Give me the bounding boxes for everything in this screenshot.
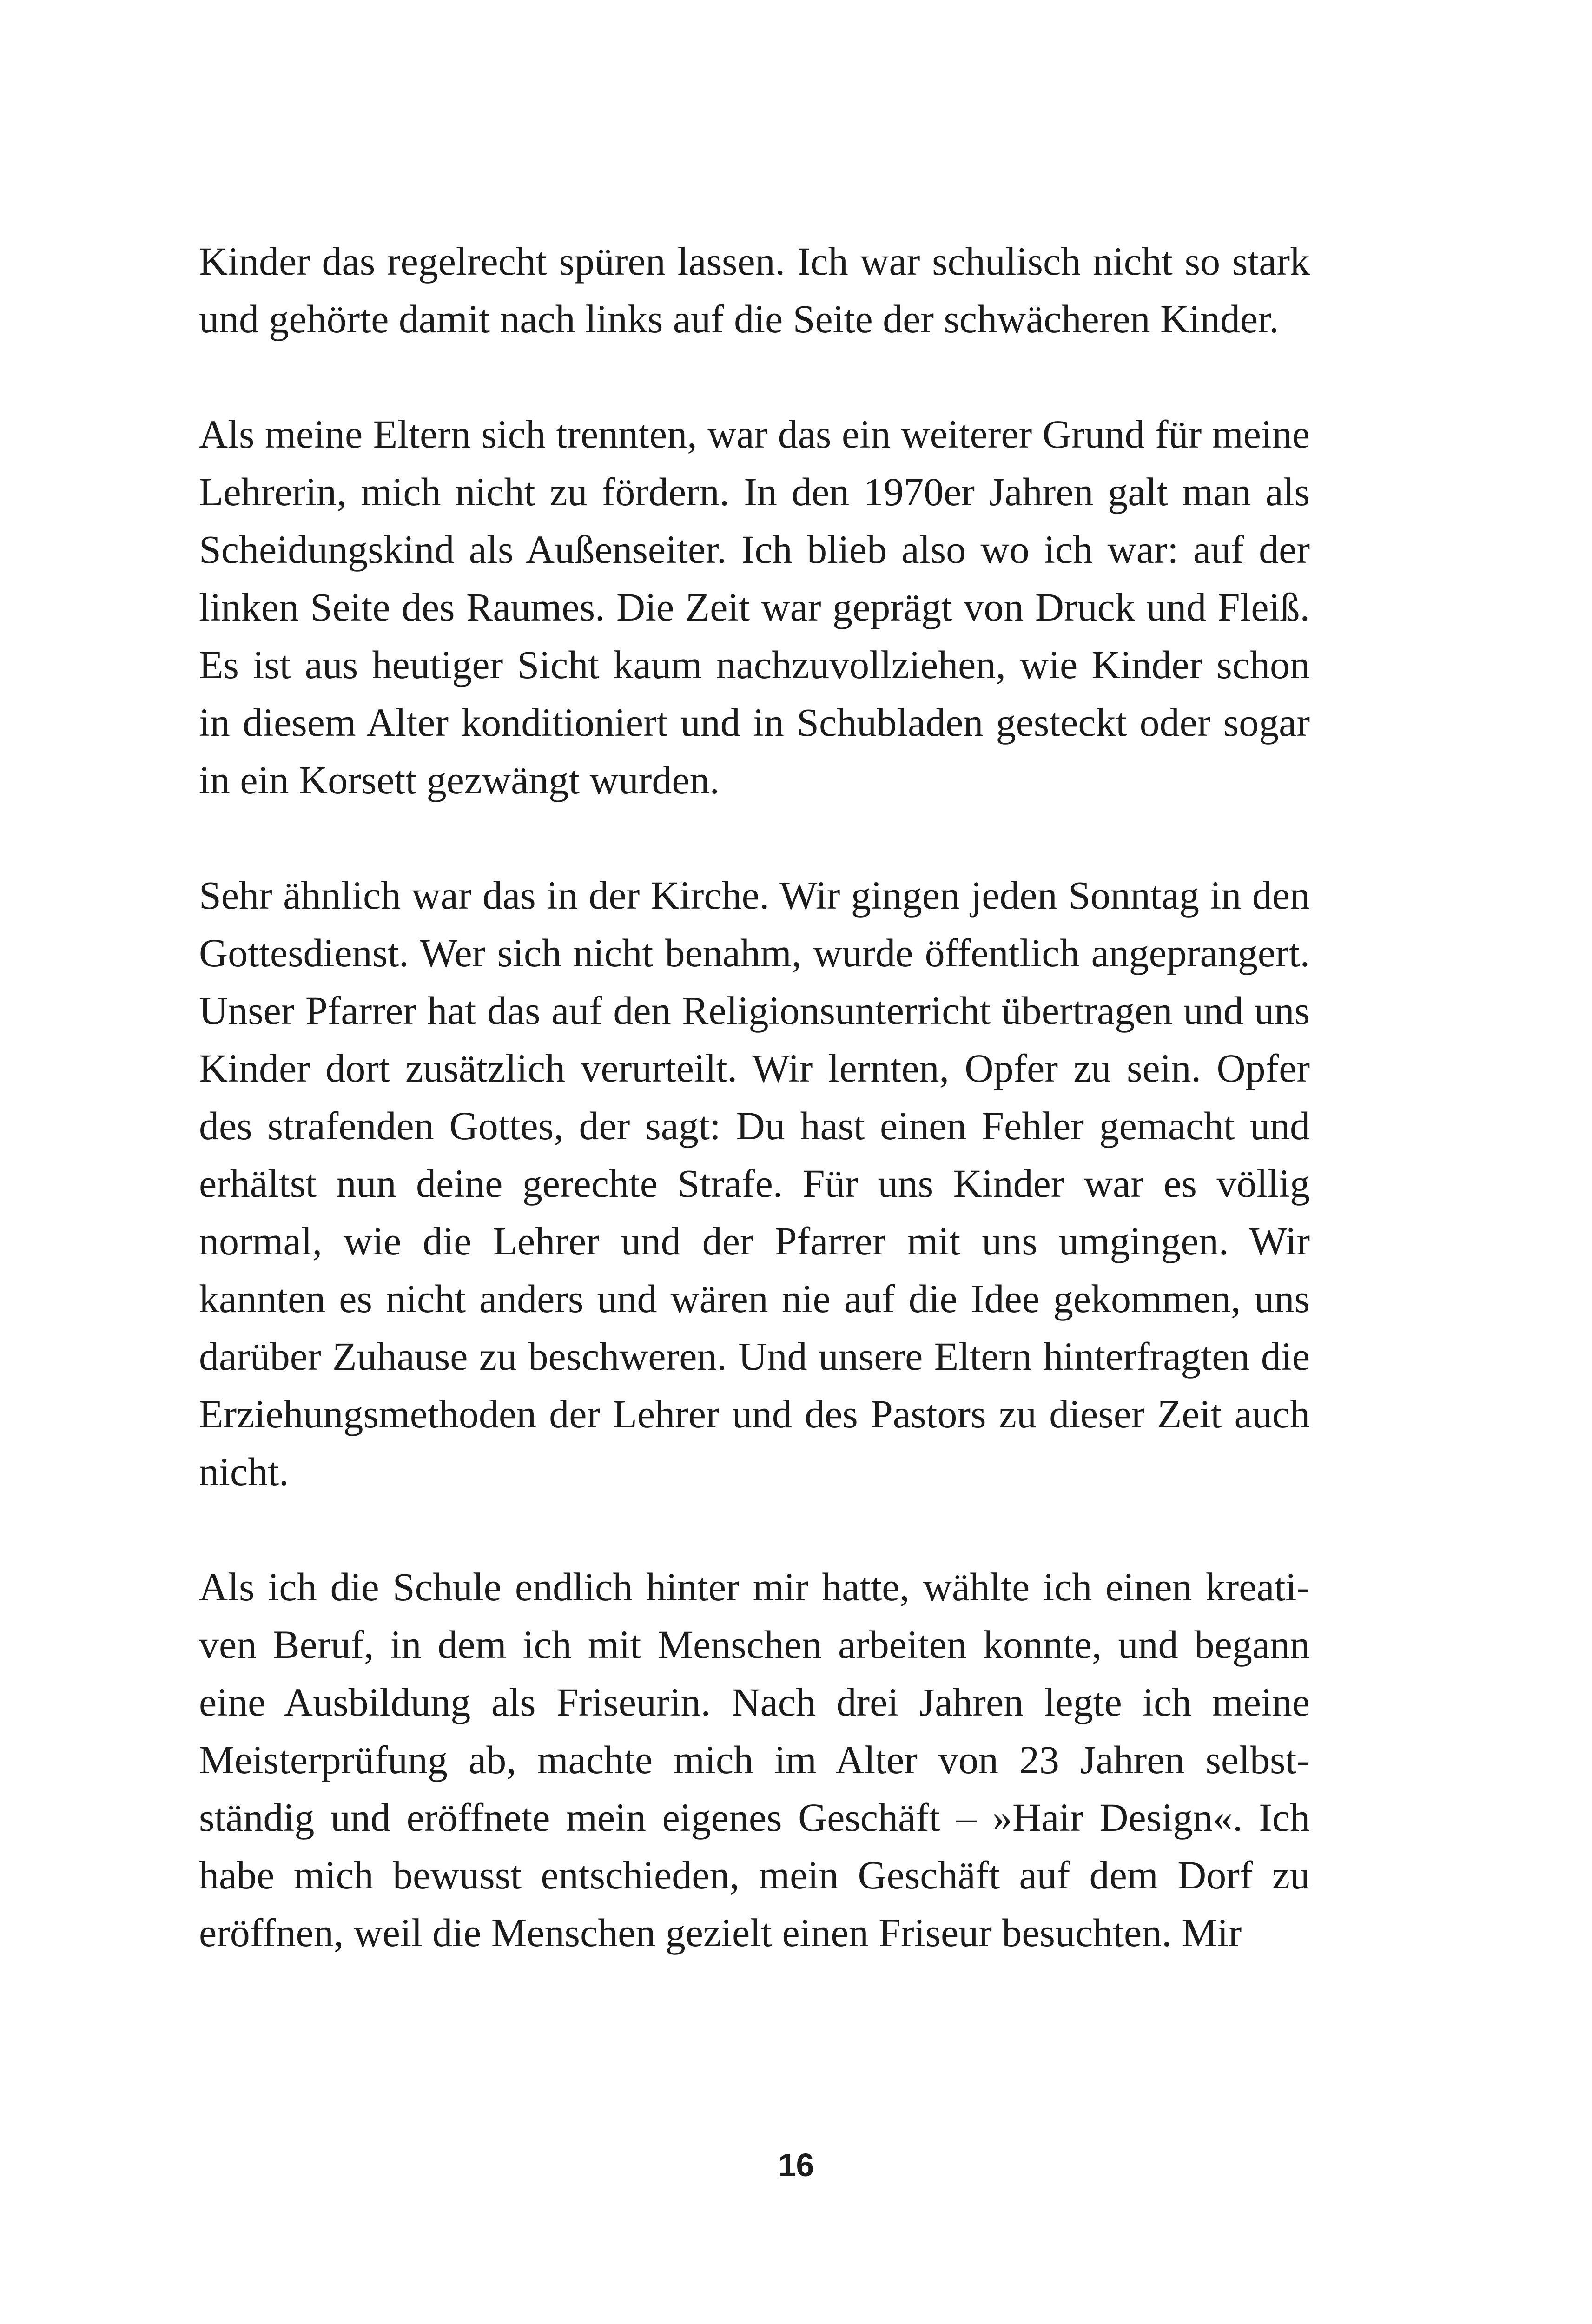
paragraph-2: Als meine Eltern sich trennten, war das ein weiterer Grund für meine Lehrerin, mich nicht zu fördern. In den 1970er Jahren galt man als Scheidungskind als Außenseiter. Ich blieb also wo ich war: auf der linken Seite des Raumes. Die Zeit war geprägt von Druck und Fleiß. Es ist aus heutiger Sicht kaum nachzuvollziehen, wie Kinder schon in diesem Alter konditioniert und in Schubladen gesteckt oder sogar in ein Korsett gezwängt wurden. (199, 412, 1310, 802)
paragraph-1: Kinder das regelrecht spüren lassen. Ich war schulisch nicht so stark und gehörte damit nach links auf die Seite der schwächeren Kinder. (199, 239, 1310, 341)
paragraph-4: Als ich die Schule endlich hinter mir hatte, wählte ich einen kreativen Beruf, in dem ich mit Menschen arbeiten konnte, und begann eine Ausbildung als Friseurin. Nach drei Jahren legte ich meine Meisterprüfung ab, machte mich im Alter von 23 Jahren selbstständig und eröffnete mein eigenes Geschäft – »Hair Design«. Ich habe mich bewusst entschieden, mein Geschäft auf dem Dorf zu eröffnen, weil die Menschen gezielt einen Friseur besuchten. Mir (199, 1565, 1310, 1955)
paragraph-3: Sehr ähnlich war das in der Kirche. Wir gingen jeden Sonntag in den Gottesdienst. Wer sich nicht benahm, wurde öffentlich angeprangert. Unser Pfarrer hat das auf den Religionsunterricht übertragen und uns Kinder dort zusätzlich verurteilt. Wir lernten, Opfer zu sein. Opfer des strafenden Gottes, der sagt: Du hast einen Fehler gemacht und erhältst nun deine gerechte Strafe. Für uns Kinder war es völlig normal, wie die Lehrer und der Pfarrer mit uns umgingen. Wir kannten es nicht anders und wären nie auf die Idee gekommen, uns darüber Zuhause zu beschweren. Und unsere Eltern hinterfragten die Erziehungsmethoden der Lehrer und des Pastors zu dieser Zeit auch nicht. (199, 873, 1310, 1494)
body-text (199, 232, 1310, 1961)
page-number: 16 (778, 2147, 814, 2183)
